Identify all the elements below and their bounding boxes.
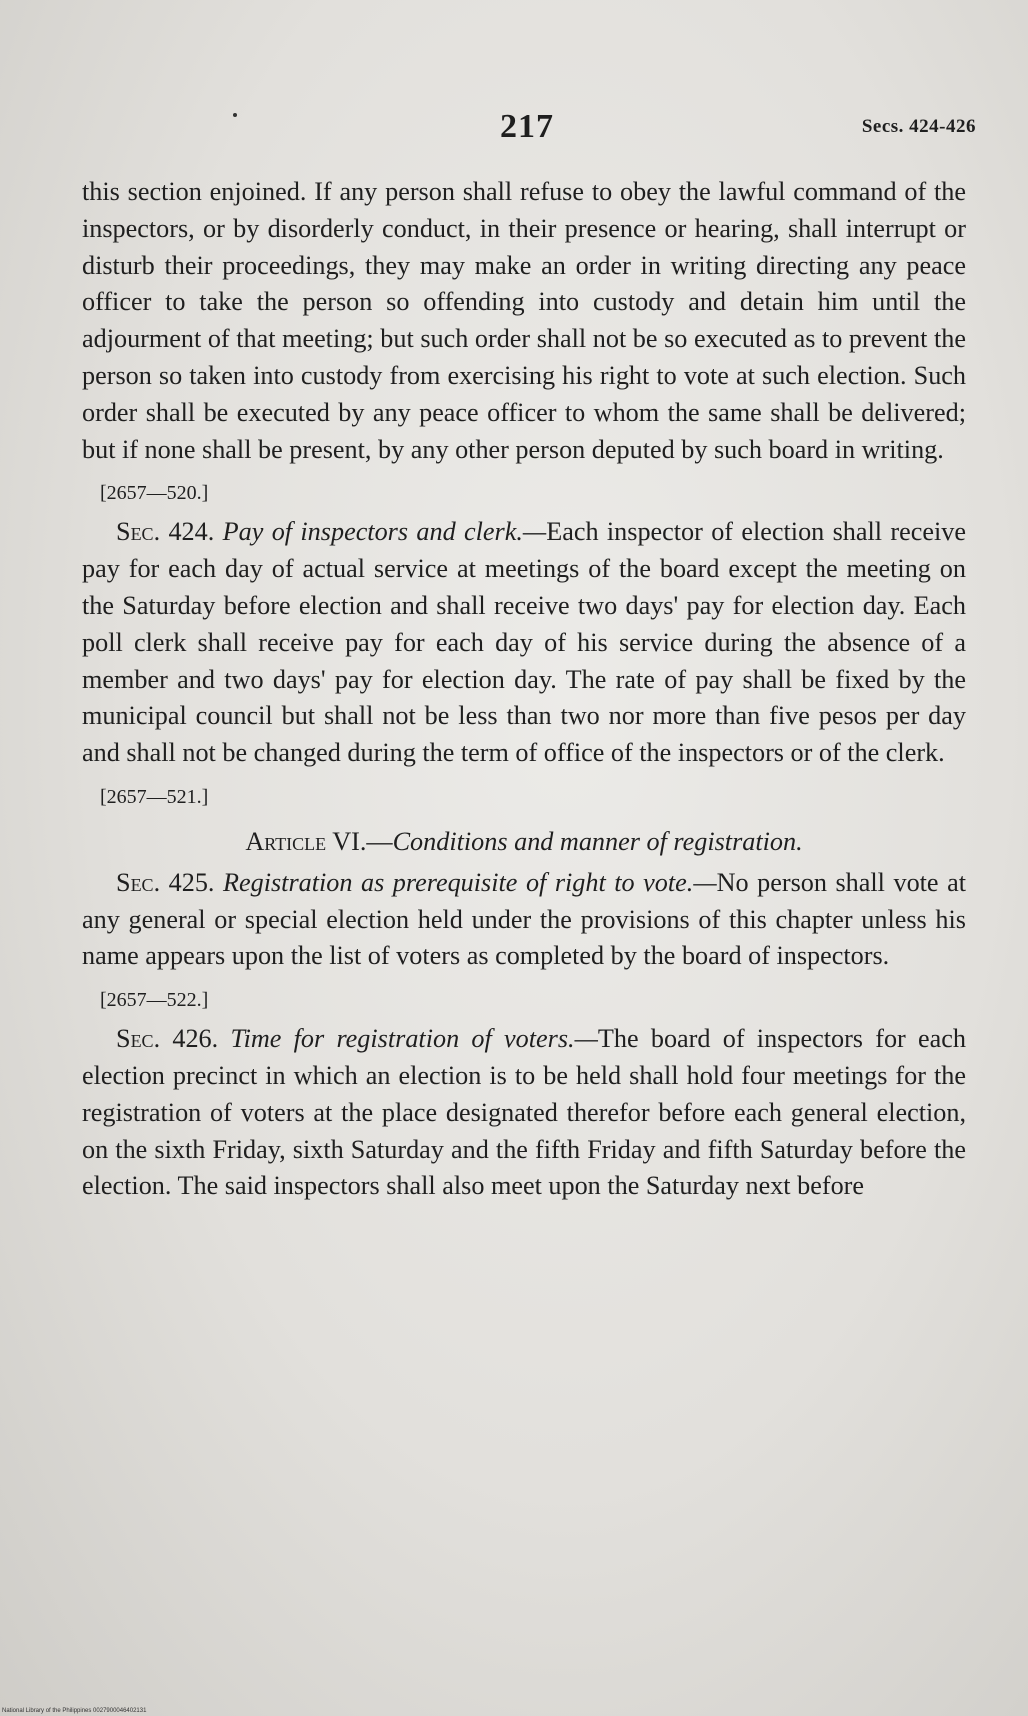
section-title: Registration as prerequisite of right to vote.— [223,867,717,897]
scan-credit: National Library of the Philippines 0027900046402131 [2,1708,147,1714]
sections-range: Secs. 424-426 [861,116,976,137]
section-text: Each inspector of election shall receive pay for each day of actual service at meetings of the board except the meeting on the Saturday before election and shall receive two days' pay for election day. Each poll clerk shall receive pay for each day of his service during the absence of a member and two days' pay for election day. The rate of pay shall be fixed by the municipal council but shall not be less than two nor more than five pesos per day and shall not be changed during the term of office of the inspectors or of the clerk. [82,517,966,768]
section-text: The board of inspectors for each election precinct in which an election is to be held shall hold four meetings for the registration of voters at the place designated therefor before each general election, on the sixth Friday, sixth Saturday and the fifth Friday and fifth Saturday before the election. The said inspectors shall also meet upon the Saturday next before [82,1024,966,1201]
section-label: Sec. 424. [116,517,215,547]
article-title: Conditions and manner of registration. [392,826,803,856]
body-text [82,174,966,1205]
citation: [2657—520.] [100,482,209,505]
citation: [2657—521.] [100,785,209,808]
ink-speck [233,113,237,117]
article-heading [82,824,966,861]
section-425 [82,865,966,975]
section-title: Pay of inspectors and clerk.— [222,517,547,547]
page-number: 217 [500,108,554,145]
article-label: Article VI.— [245,826,393,856]
page-header [0,108,1028,148]
section-title: Time for registration of voters.— [230,1024,598,1054]
continuation-paragraph: this section enjoined. If any person shall refuse to obey the lawful command of the inspectors, or by disorderly conduct, in their presence or hearing, shall interrupt or disturb their proceedings, they may make an order in writing directing any peace officer to take the person so offending into custody and detain him until the adjourment of that meeting; but such order shall not be so executed as to prevent the person so taken into custody from exercising his right to vote at such election. Such order shall be executed by any peace officer to whom the same shall be delivered; but if none shall be present, by any other person deputed by such board in writing. [82,177,966,464]
section-label: Sec. 426. [116,1024,219,1054]
section-424 [82,514,966,772]
citation: [2657—522.] [100,989,209,1012]
section-text: No person shall vote at any general or special election held under the provisions of this chapter unless his name appears upon the list of voters as completed by the board of inspectors. [82,867,966,971]
section-label: Sec. 425. [116,867,215,897]
section-426 [82,1021,966,1205]
